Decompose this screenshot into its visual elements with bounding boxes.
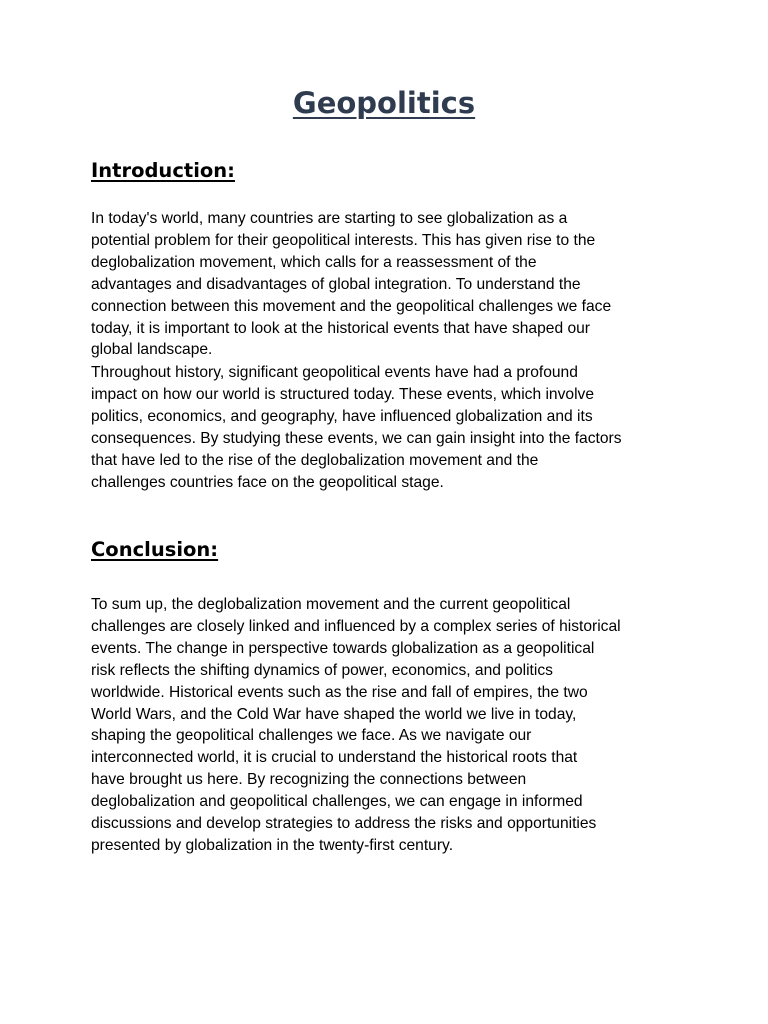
- text-line: In today's world, many countries are starting to see globalization as a: [91, 210, 568, 227]
- text-line: presented by globalization in the twenty-first century.: [91, 836, 454, 854]
- text-line: deglobalization and geopolitical challenges, we can engage in informed: [91, 793, 583, 811]
- text-line: advantages and disadvantages of global integration. To understand the: [91, 275, 581, 293]
- text-line: worldwide. Historical events such as the rise and fall of empires, the two: [91, 683, 588, 701]
- text-line: global landscape.: [91, 341, 213, 359]
- text-line: events. The change in perspective towards globalization as a geopolitical: [91, 639, 595, 657]
- text-line: today, it is important to look at the historical events that have shaped our: [91, 319, 590, 337]
- text-line: have brought us here. By recognizing the connections between: [91, 771, 527, 789]
- introduction-paragraph-1: [91, 208, 681, 361]
- text-line: deglobalization movement, which calls for a reassessment of the: [91, 253, 537, 271]
- text-line: World Wars, and the Cold War have shaped the world we live in today,: [91, 705, 577, 723]
- text-line: consequences. By studying these events, we can gain insight into the factors: [91, 429, 622, 447]
- text-line: challenges are closely linked and influenced by a complex series of historical: [91, 617, 621, 635]
- text-line: shaping the geopolitical challenges we face. As we navigate our: [91, 727, 532, 745]
- text-line: discussions and develop strategies to address the risks and opportunities: [91, 815, 597, 833]
- document-title-text: Geopolitics: [292, 86, 476, 120]
- introduction-heading: Introduction:: [91, 159, 235, 182]
- conclusion-heading: Conclusion:: [91, 538, 219, 561]
- text-line: connection between this movement and the geopolitical challenges we face: [91, 297, 612, 315]
- text-line: that have led to the rise of the deglobalization movement and the: [91, 451, 539, 469]
- introduction-paragraph-2: [91, 362, 681, 493]
- conclusion-paragraph: [91, 594, 681, 857]
- text-line: impact on how our world is structured today. These events, which involve: [91, 385, 594, 403]
- text-line: To sum up, the deglobalization movement and the current geopolitical: [91, 596, 571, 613]
- text-line: challenges countries face on the geopolitical stage.: [91, 473, 444, 491]
- text-line: Throughout history, significant geopolitical events have had a profound: [91, 364, 578, 381]
- text-line: interconnected world, it is crucial to understand the historical roots that: [91, 749, 578, 767]
- text-line: potential problem for their geopolitical interests. This has given rise to the: [91, 231, 596, 249]
- document-title: [0, 86, 768, 120]
- text-line: politics, economics, and geography, have influenced globalization and its: [91, 407, 593, 425]
- text-line: risk reflects the shifting dynamics of power, economics, and politics: [91, 661, 553, 679]
